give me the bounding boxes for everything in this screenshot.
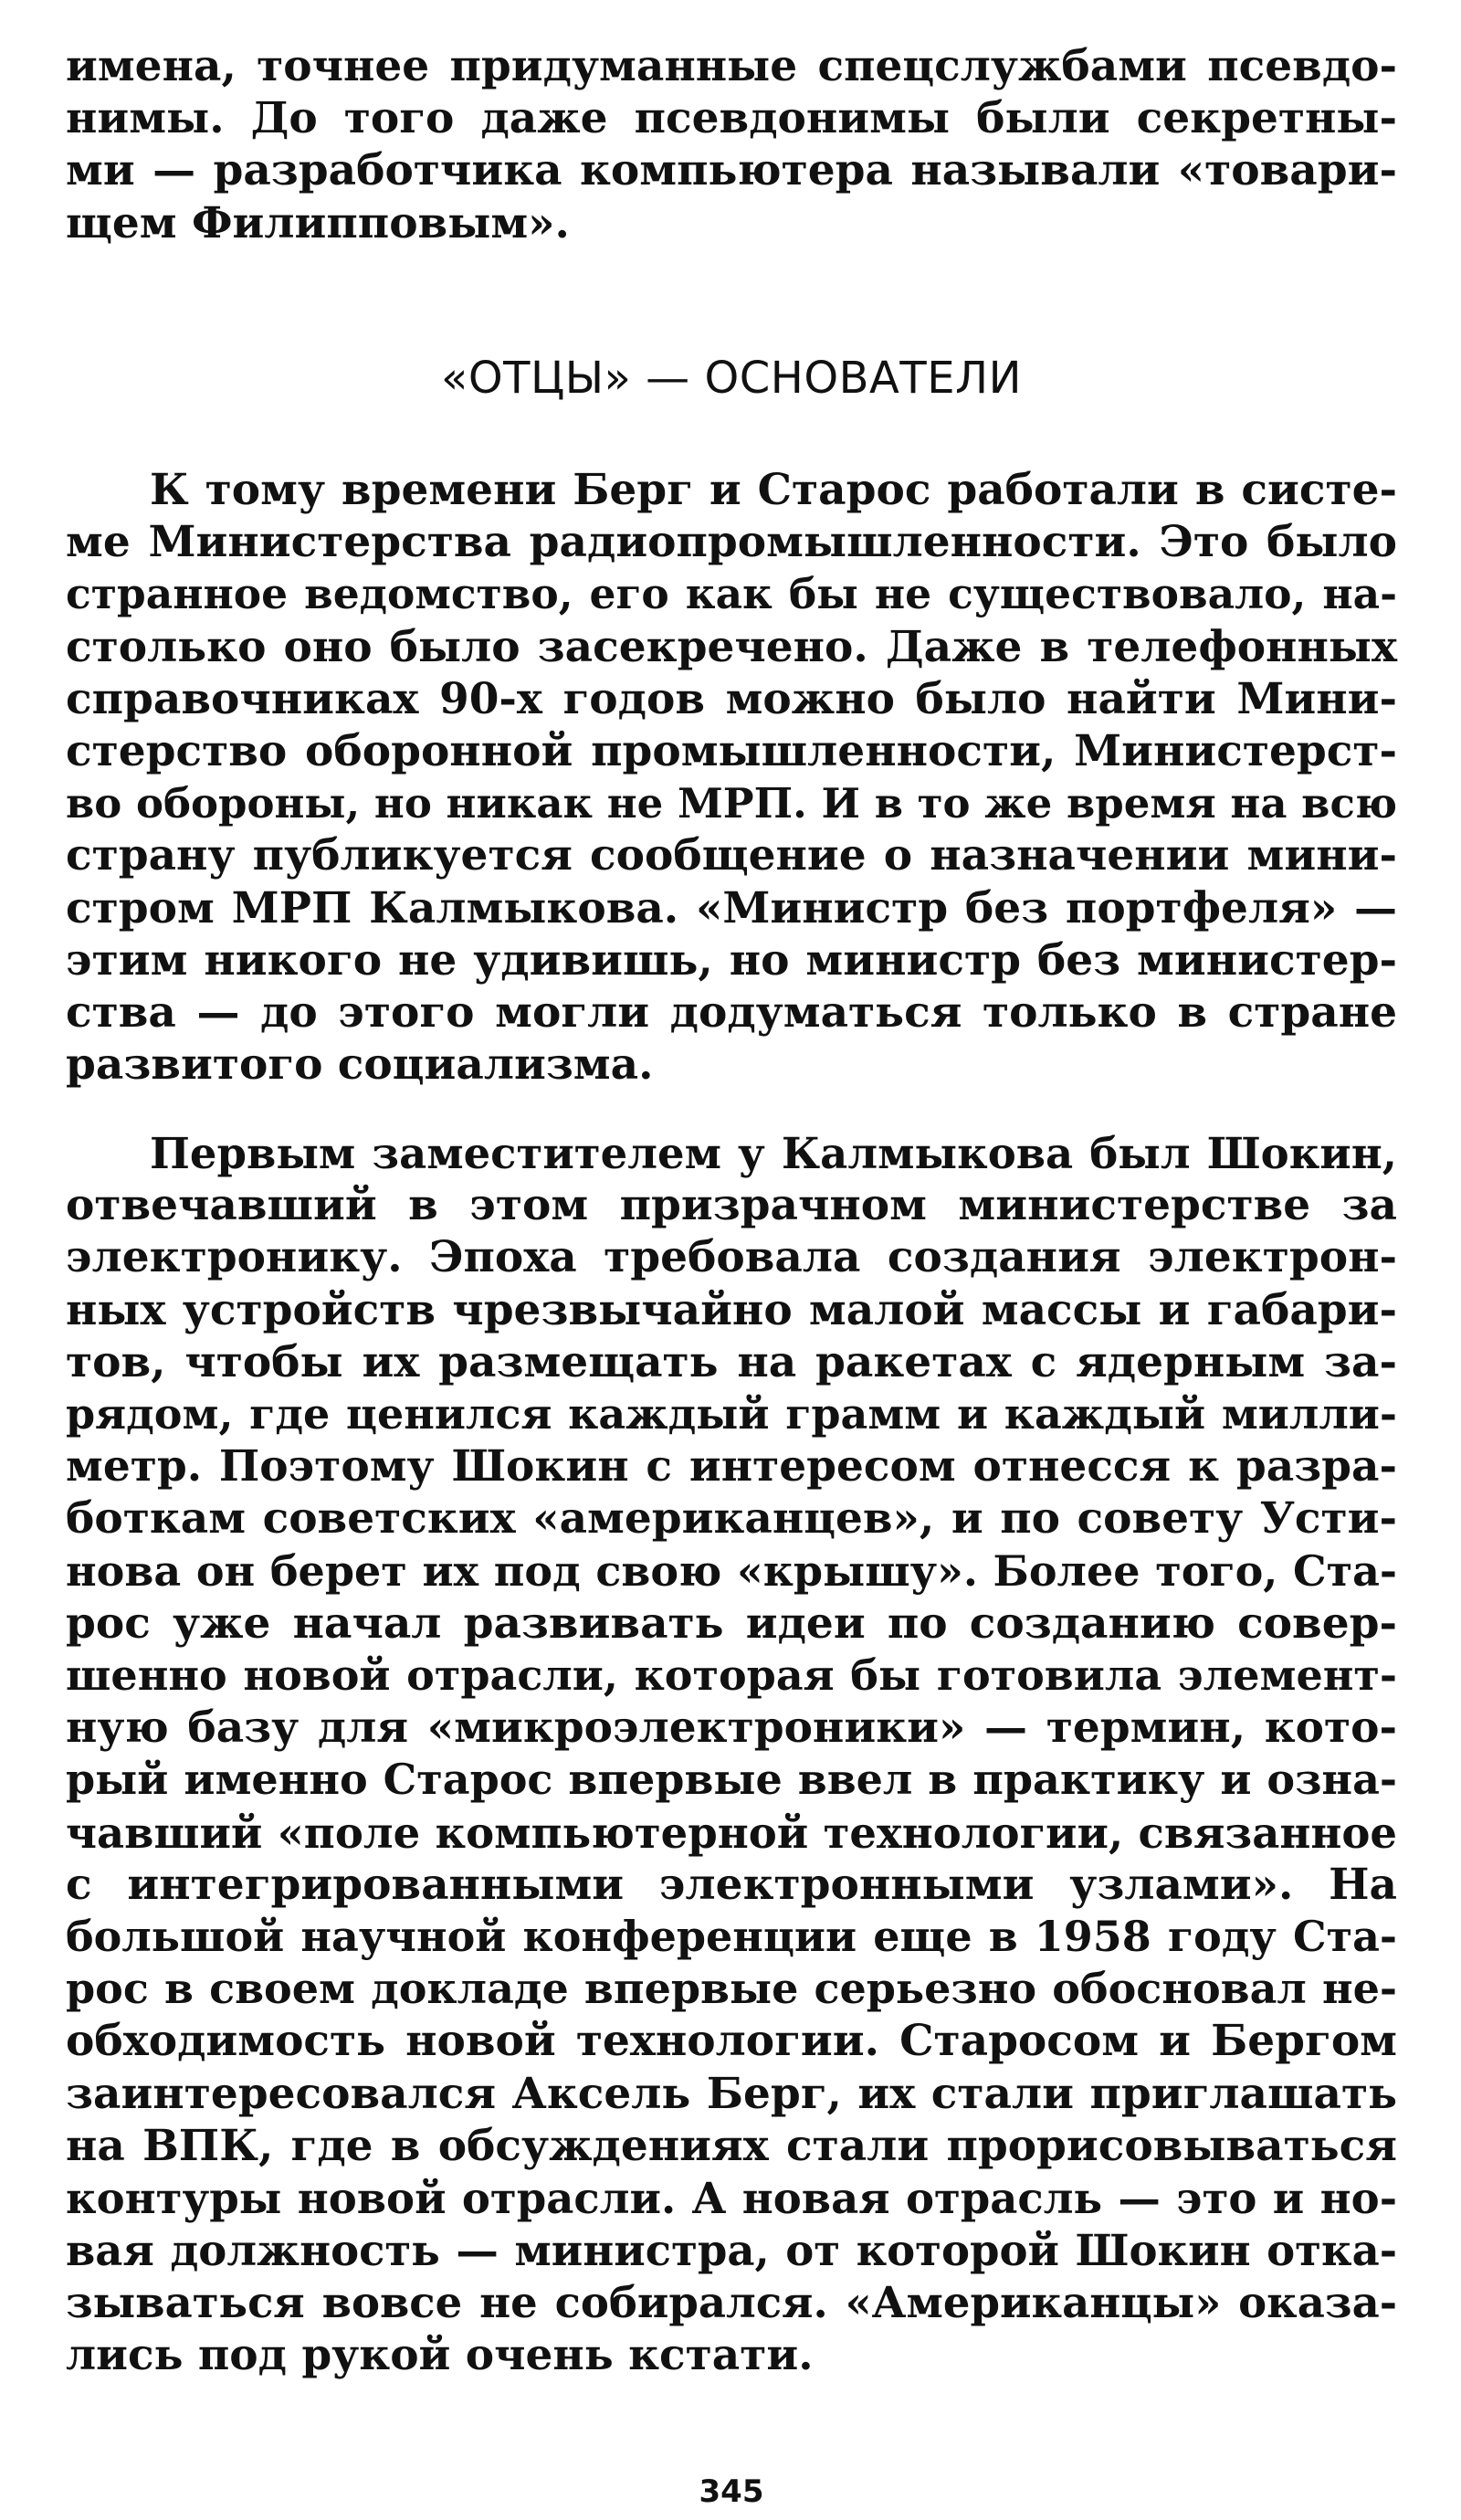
text-line: боткам советских «американцев», и по совету Усти- (66, 1493, 1397, 1545)
page-number: 345 (699, 2473, 764, 2510)
text-line: контуры новой отрасли. А новая отрасль — это и но- (66, 2173, 1397, 2224)
text-line: лись под рукой очень кстати. (66, 2329, 814, 2380)
text-line: чавший «поле компьютерной технологии, связанное (66, 1807, 1397, 1858)
text-line: обходимость новой технологии. Старосом и Бергом (66, 2016, 1397, 2067)
text-line: нова он берет их под свою «крышу». Более того, Ста- (66, 1545, 1397, 1596)
text-line: имена, точнее придуманные спецслужбами псевдо- (66, 41, 1397, 91)
text-line: с интегрированными электронными узлами». На (66, 1859, 1397, 1910)
text-line: рос уже начал развивать идеи по созданию совер- (66, 1597, 1397, 1649)
text-line: щем Филипповым». (66, 197, 570, 248)
text-line: вая должность — министра, от которой Шокин отка- (66, 2225, 1397, 2276)
text-line: столько оно было засекречено. Даже в телефонных (66, 621, 1397, 672)
text-line: стром МРП Калмыкова. «Министр без портфеля» — (66, 882, 1397, 933)
book-page (66, 40, 1397, 2510)
paragraph-1 (66, 464, 1397, 1091)
text-line: заинтересовался Аксель Берг, их стали приглашать (66, 2068, 1397, 2119)
text-line: К тому времени Берг и Старос работали в систе- (150, 465, 1397, 515)
text-line: во обороны, но никак не МРП. И в то же время на всю (66, 779, 1397, 828)
text-line: стерство оборонной промышленности, Министерст- (66, 726, 1397, 777)
text-line: метр. Поэтому Шокин с интересом отнесся к разра- (66, 1441, 1397, 1492)
text-line: страну публикуется сообщение о назначении мини- (66, 830, 1397, 881)
text-line: рядом, где ценился каждый грамм и каждый милли- (66, 1389, 1397, 1439)
text-line: ную базу для «микроэлектроники» — термин, кото- (66, 1703, 1397, 1754)
text-line: развитого социализма. (66, 1039, 654, 1091)
text-line: рос в своем докладе впервые серьезно обосновал не- (66, 1964, 1397, 2014)
text-line: на ВПК, где в обсуждениях стали прорисовываться (66, 2120, 1397, 2171)
text-line: ных устройств чрезвычайно малой массы и габари- (66, 1284, 1397, 1335)
text-line: шенно новой отрасли, которая бы готовила элемент- (66, 1650, 1397, 1701)
text-line: ме Министерства радиопромышленности. Это было (66, 517, 1397, 568)
text-line: отвечавший в этом призрачном министерстве за (66, 1180, 1397, 1231)
text-line: нимы. До того даже псевдонимы были секретны- (66, 93, 1397, 144)
paragraph-2 (66, 1127, 1397, 2381)
text-line: электронику. Эпоха требовала создания электрон- (66, 1232, 1397, 1283)
text-line: ми — разработчика компьютера называли «товари- (66, 145, 1397, 196)
text-line: рый именно Старос впервые ввел в практику и озна- (66, 1755, 1397, 1805)
text-line: зываться вовсе не собирался. «Американцы» оказа- (66, 2277, 1397, 2328)
text-line: большой научной конференции еще в 1958 году Ста- (66, 1912, 1397, 1962)
text-line: тов, чтобы их размещать на ракетах с ядерным за- (66, 1336, 1397, 1387)
text-line: этим никого не удивишь, но министр без министер- (66, 934, 1397, 986)
text-line: ства — до этого могли додуматься только в стране (66, 987, 1397, 1039)
text-line: справочниках 90-х годов можно было найти Мини- (66, 673, 1397, 724)
section-heading: «ОТЦЫ» — ОСНОВАТЕЛИ (440, 353, 1023, 404)
text-line: странное ведомство, его как бы не существовало, на- (66, 569, 1397, 619)
paragraph-continuation (66, 40, 1397, 249)
text-line: Первым заместителем у Калмыкова был Шокин, (150, 1128, 1397, 1178)
